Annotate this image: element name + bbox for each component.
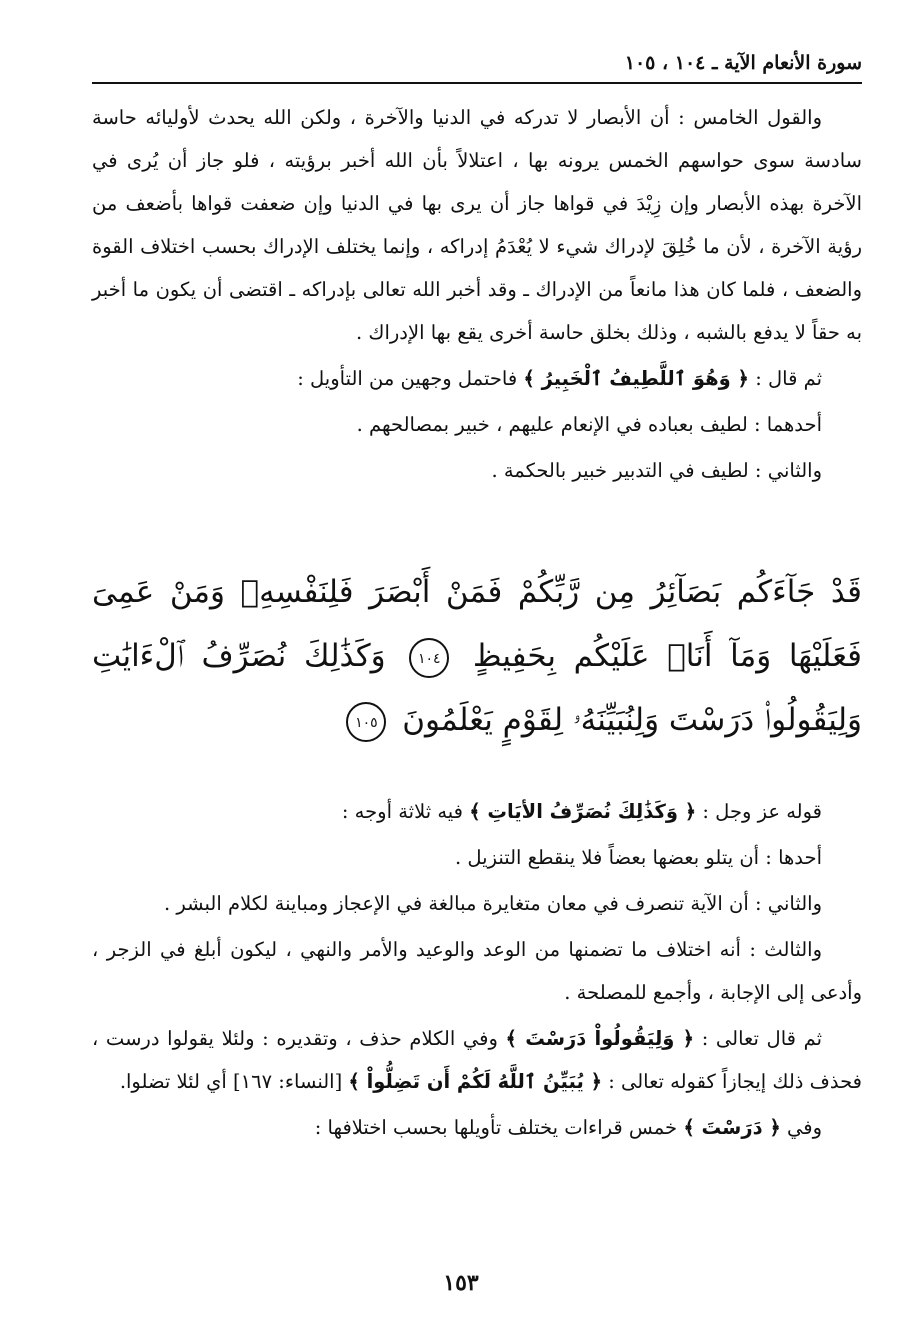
paragraph-thumma-qala [92, 357, 862, 400]
darasta-suffix: [النساء: ١٦٧] أي لئلا تضلوا. [119, 1070, 343, 1093]
paragraph-darasta [92, 1017, 862, 1103]
yubayyinu-quote: ﴿ يُبَيِّنُ ٱللَّهُ لَكُمْ أَن تَضِلُّواْ ﴾ [348, 1070, 603, 1093]
paragraph-aspect-3: والثالث : أنه اختلاف ما تضمنها من الوعد والوعيد والأمر والنهي ، ليكون أبلغ في الزجر ، وأدعى إلى الإجابة ، وأجمع للمصلحة . [92, 938, 862, 1004]
commentary-section-2 [92, 790, 862, 1152]
ayah-number-105: ١٠٥ [346, 702, 386, 742]
paragraph-qawluhu [92, 790, 862, 833]
page-number: ١٥٣ [443, 1270, 479, 1296]
thumma-prefix: ثم قال : [755, 367, 822, 390]
readings-suffix: خمس قراءات يختلف تأويلها بحسب اختلافها : [314, 1116, 678, 1139]
commentary-section-1 [92, 96, 862, 495]
paragraph-aspect-1: أحدها : أن يتلو بعضها بعضاً فلا ينقطع التنزيل . [454, 846, 822, 869]
darasta-quote: ﴿ وَلِيَقُولُواْ دَرَسْتَ ﴾ [505, 1027, 695, 1050]
qawluhu-suffix: فيه ثلاثة أوجه : [341, 800, 464, 823]
paragraph-readings [92, 1106, 862, 1149]
paragraph-aspect-2: والثاني : أن الآية تنصرف في معان متغايرة مبالغة في الإعجاز ومباينة لكلام البشر . [164, 892, 822, 915]
paragraph-first-view: أحدهما : لطيف بعباده في الإنعام عليهم ، خبير بمصالحهم . [356, 413, 822, 436]
thumma-suffix: فاحتمل وجهين من التأويل : [297, 367, 518, 390]
ayah-number-104: ١٠٤ [409, 638, 449, 678]
header-title: سورة الأنعام الآية ـ ١٠٤ ، ١٠٥ [624, 52, 862, 74]
readings-prefix: وفي [787, 1116, 822, 1139]
verse-text [92, 560, 862, 752]
readings-quote: ﴿ دَرَسْتَ ﴾ [683, 1116, 781, 1139]
thumma-quote: ﴿ وَهُوَ ٱللَّطِيفُ ٱلْخَبِيرُ ﴾ [523, 367, 749, 390]
qawluhu-quote: ﴿ وَكَذَٰلِكَ نُصَرِّفُ الأيَاتِ ﴾ [469, 800, 697, 823]
qawluhu-prefix: قوله عز وجل : [702, 800, 822, 823]
verse-105-text: وَكَذَٰلِكَ نُصَرِّفُ ٱلْءَايَٰتِ وَلِيَقُولُوا۟ دَرَسْتَ وَلِنُبَيِّنَهُۥ لِقَوْمٍ يَعْلَمُونَ [92, 638, 862, 738]
darasta-mid: وفي الكلام حذف ، وتقديره : ولئلا يقولوا درست ، فحذف ذلك إيجازاً كقوله تعالى : [92, 1027, 862, 1093]
paragraph-fifth-opinion: والقول الخامس : أن الأبصار لا تدركه في الدنيا والآخرة ، ولكن الله يحدث لأوليائه حاسة سادسة سوى حواسهم الخمس يرونه بها ، اعتلالاً بأن الله أخبر برؤيته ، فلو جاز أن يُرى في الآخرة بهذه الأبصار وإن زِيْدَ في قواها جاز أن يرى بها في الدنيا وإن ضعفت قواها بأضعف من رؤية الآخرة ، لأن ما خُلِقَ لإدراك شيء لا يُعْدَمُ إدراكه ، وإنما يختلف الإدراك بحسب اختلاف القوة والضعف ، فلما كان هذا مانعاً من الإدراك ـ وقد أخبر الله تعالى بإدراكه ـ اقتضى أن يكون ما أخبر به حقاً لا يدفع بالشبه ، وذلك بخلق حاسة أخرى يقع بها الإدراك . [92, 106, 862, 344]
darasta-prefix: ثم قال تعالى : [701, 1027, 823, 1050]
quran-verse-block [92, 560, 862, 752]
running-header [92, 50, 862, 84]
paragraph-second-view: والثاني : لطيف في التدبير خبير بالحكمة . [491, 459, 822, 482]
verse-104-text: قَدْ جَآءَكُم بَصَآئِرُ مِن رَّبِّكُمْ فَمَنْ أَبْصَرَ فَلِنَفْسِهِۦ وَمَنْ عَمِىَ فَعَلَيْهَا وَمَآ أَنَا۠ عَلَيْكُم بِحَفِيظٍ [92, 574, 862, 674]
